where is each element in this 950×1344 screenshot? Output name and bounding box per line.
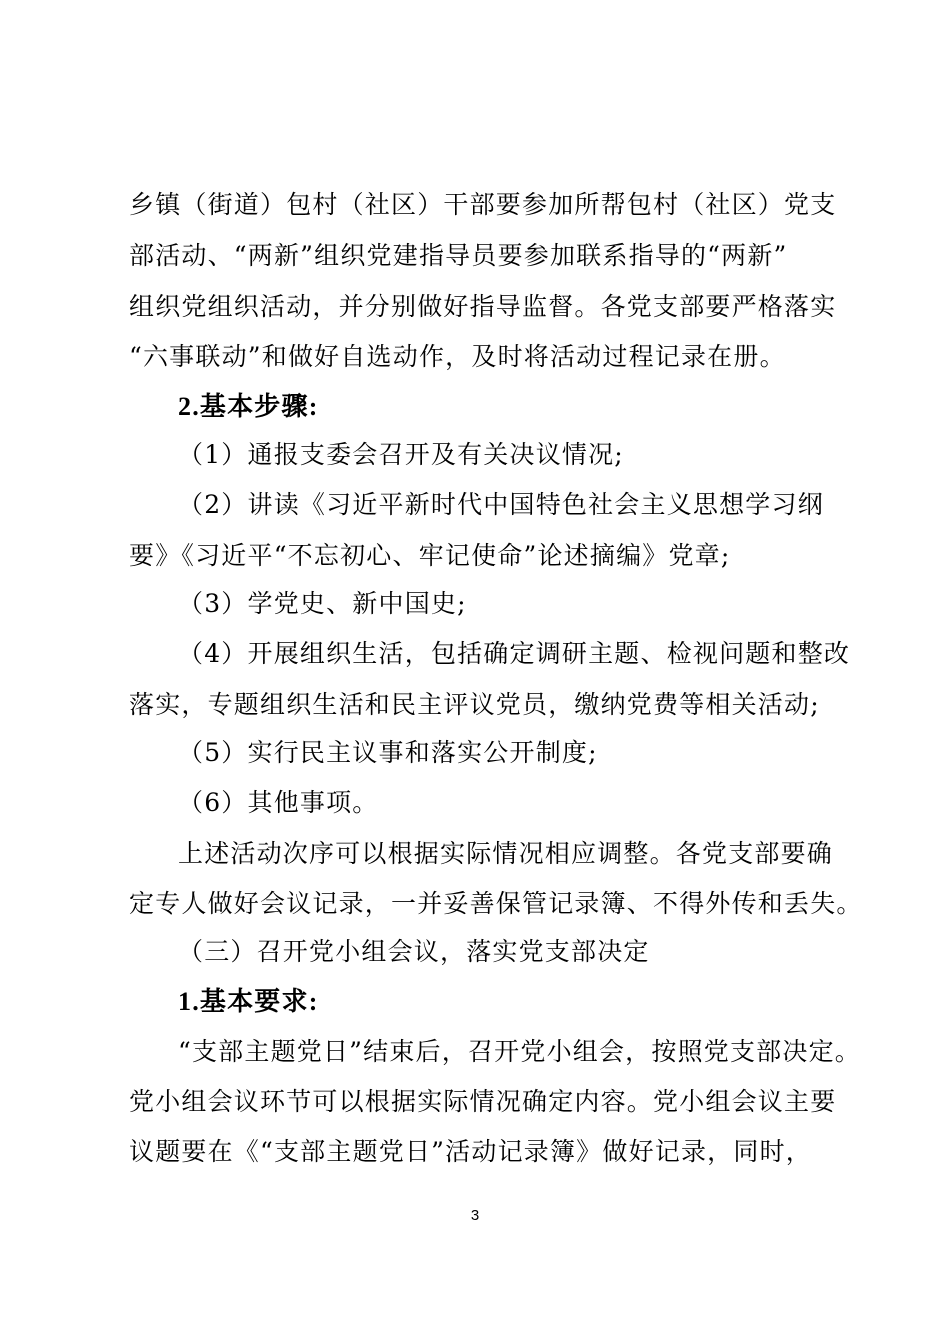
paragraph-line: “支部主题党日”结束后，召开党小组会，按照党支部决定。 [178,1037,861,1066]
paragraph-line: 定专人做好会议记录，一并妥善保管记录簿、不得外传和丢失。 [129,889,863,918]
paragraph-line: 部活动、“两新”组织党建指导员要参加联系指导的“两新” [129,241,788,270]
list-item: （3）学党史、新中国史; [178,589,467,618]
section-heading: （三）召开党小组会议，落实党支部决定 [178,937,650,966]
list-item: （6）其他事项。 [178,788,379,817]
paragraph-line: “六事联动”和做好自选动作，及时将活动过程记录在册。 [129,342,786,371]
paragraph-line: 党小组会议环节可以根据实际情况确定内容。党小组会议主要 [129,1087,837,1116]
page-number: 3 [470,1207,480,1224]
paragraph-line: 组织党组织活动，并分别做好指导监督。各党支部要严格落实 [129,292,837,321]
paragraph-line: 落实，专题组织生活和民主评议党员，缴纳党费等相关活动; [129,690,820,719]
list-item: （2）讲读《习近平新时代中国特色社会主义思想学习纲 [178,490,824,519]
list-item: （5）实行民主议事和落实公开制度; [178,738,598,767]
list-item: （1）通报支委会召开及有关决议情况; [178,440,624,469]
section-heading: 2.基本步骤: [178,392,319,421]
paragraph-line: 上述活动次序可以根据实际情况相应调整。各党支部要确 [178,839,834,868]
list-item: （4）开展组织生活，包括确定调研主题、检视问题和整改 [178,639,851,668]
paragraph-line: 要》《习近平“不忘初心、牢记使命”论述摘编》党章; [129,541,731,570]
paragraph-line: 议题要在《“支部主题党日”活动记录簿》做好记录，同时， [129,1137,812,1166]
section-heading: 1.基本要求: [178,987,319,1016]
paragraph-line: 乡镇（街道）包村（社区）干部要参加所帮包村（社区）党支 [129,190,837,219]
